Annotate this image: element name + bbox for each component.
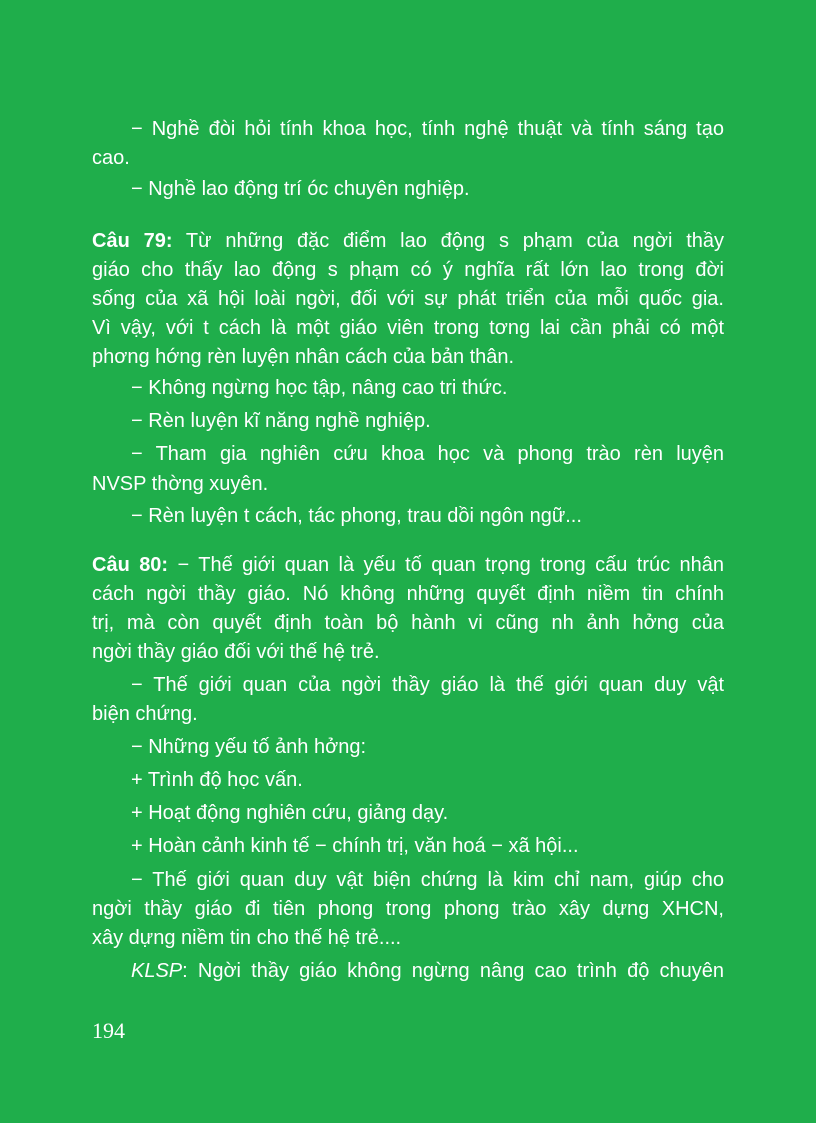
text-line: − Nghề đòi hỏi tính khoa học, tính nghệ thuật và tính sáng tạo	[131, 118, 724, 140]
question-80-label: Câu 80:	[92, 554, 169, 576]
text-line: − Thế giới quan duy vật biện chứng là kim chỉ nam, giúp cho	[131, 869, 724, 891]
text-line: phơng hớng rèn luyện nhân cách của bản thân.	[92, 346, 515, 368]
text-fragment: Từ những đặc điểm lao động s phạm của ngời thầy	[185, 230, 724, 252]
page-number: 194	[92, 1018, 125, 1043]
question-80-first-line	[92, 552, 724, 578]
text-line: − Nghề lao động trí óc chuyên nghiệp.	[131, 178, 470, 200]
text-line: giáo cho thấy lao động s phạm có ý nghĩa rất lớn lao trong đời	[92, 259, 724, 281]
text-fragment: : Ngời thầy giáo không ngừng nâng cao trình độ chuyên	[182, 960, 724, 982]
text-line: − Tham gia nghiên cứu khoa học và phong trào rèn luyện	[131, 443, 724, 465]
klsp-line	[131, 958, 724, 984]
klsp-label: KLSP	[131, 960, 183, 982]
text-line: NVSP thờng xuyên.	[92, 473, 269, 495]
text-line: + Hoàn cảnh kinh tế − chính trị, văn hoá − xã hội...	[131, 835, 579, 857]
text-line: + Hoạt động nghiên cứu, giảng dạy.	[131, 802, 449, 824]
text-line: − Những yếu tố ảnh hởng:	[131, 736, 366, 758]
text-line: − Không ngừng học tập, nâng cao tri thức.	[131, 377, 508, 399]
text-line: sống của xã hội loài ngời, đối với sự phát triển của mỗi quốc gia.	[92, 288, 724, 310]
question-79-label: Câu 79:	[92, 230, 173, 252]
text-line: cao.	[92, 147, 130, 169]
text-line: − Thế giới quan của ngời thầy giáo là thế giới quan duy vật	[131, 674, 724, 696]
text-line: ngời thầy giáo đối với thế hệ trẻ.	[92, 641, 380, 663]
text-line: xây dựng niềm tin cho thế hệ trẻ....	[92, 927, 402, 949]
text-line: biện chứng.	[92, 703, 198, 725]
text-line: ngời thầy giáo đi tiên phong trong phong trào xây dựng XHCN,	[92, 898, 724, 920]
text-line: − Rèn luyện t cách, tác phong, trau dồi ngôn ngữ...	[131, 505, 582, 527]
text-line: Vì vậy, với t cách là một giáo viên trong tơng lai cần phải có một	[92, 317, 724, 339]
text-line: − Rèn luyện kĩ năng nghề nghiệp.	[131, 410, 431, 432]
text-line: + Trình độ học vấn.	[131, 769, 303, 791]
text-line: trị, mà còn quyết định toàn bộ hành vi cũng nh ảnh hởng của	[92, 612, 724, 634]
text-fragment: − Thế giới quan là yếu tố quan trọng trong cấu trúc nhân	[177, 554, 724, 576]
text-line: cách ngời thầy giáo. Nó không những quyết định niềm tin chính	[92, 583, 724, 605]
question-79-first-line	[92, 228, 724, 254]
